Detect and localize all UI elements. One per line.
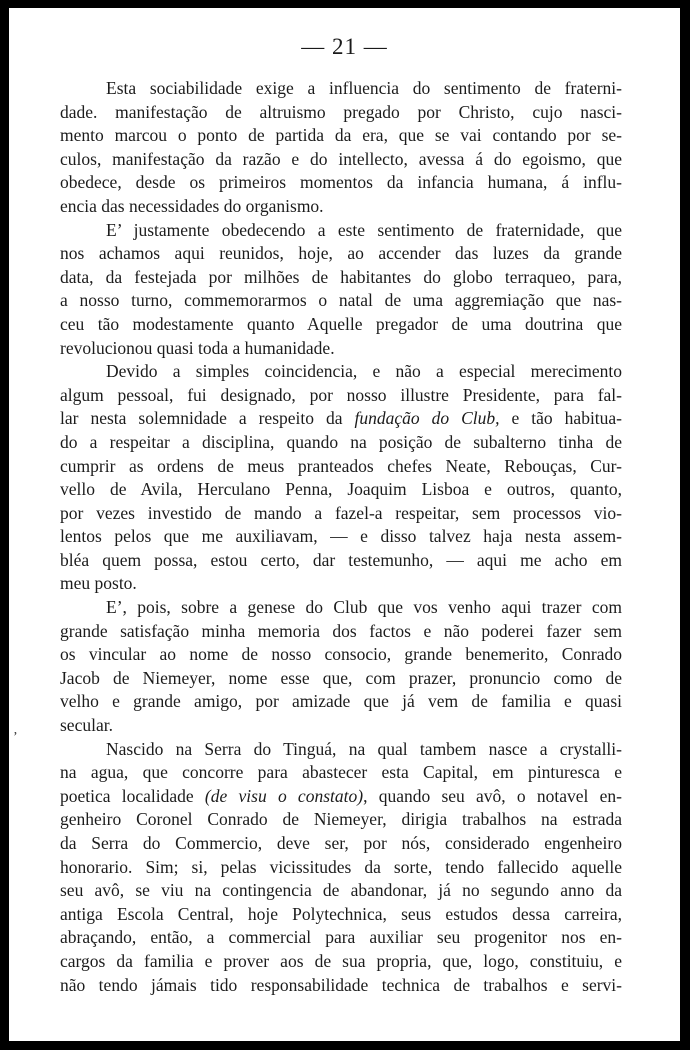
text-line: genheiro Coronel Conrado de Niemeyer, dirigia trabalhos na estrada [60,809,622,830]
text-line: a nosso turno, commemorarmos o natal de uma aggremiação que nas- [60,290,622,311]
text-line: culos, manifestação da razão e do intellecto, avessa á do egoismo, que [60,148,622,169]
text-line: grande satisfação minha memoria dos factos e não poderei fazer sem [60,620,622,641]
text-line: por vezes investido de mando a fazel-a respeitar, sem processos vio- [60,502,622,523]
text-line: bléa quem possa, estou certo, dar testemunho, — aqui me acho em [60,549,622,570]
text-line: encia das necessidades do organismo. [60,195,324,216]
text-line: data, da festejada por milhões de habitantes do globo terraqueo, para, [60,266,622,287]
text-line-with-italic [60,407,622,431]
paragraph-3 [60,360,622,596]
paragraph-5 [60,738,622,998]
margin-mark: ’ [13,730,18,745]
text-line: Esta sociabilidade exige a influencia do sentimento de fraterni- [106,78,622,98]
text-run: e tão habitua- [499,408,622,429]
text-line: nos achamos aqui reunidos, hoje, ao accender das luzes da grande [60,243,622,264]
text-line: da Serra do Commercio, deve ser, por nós, considerado engenheiro [60,833,622,853]
text-line: revolucionou quasi toda a humanidade. [60,337,335,358]
text-line: lentos pelos que me auxiliavam, — e disso talvez haja nesta assem- [60,526,622,547]
text-line: na agua, que concorre para abastecer esta Capital, em pinturesca e [60,762,622,783]
text-line: honorario. Sim; si, pelas vicissitudes da sorte, tendo fallecido aquelle [60,856,622,877]
paragraph-4 [60,596,622,738]
italic-title: fundação do Club, [354,408,500,429]
text-line: E’ justamente obedecendo a este sentimento de fraternidade, que [106,219,622,240]
text-run: lar nesta solemnidade a respeito da [60,408,355,429]
body-text [60,77,622,997]
text-line: secular. [60,715,113,736]
page-number: — 21 — [301,34,388,59]
text-line: Devido a simples coincidencia, e não a especial merecimento [106,361,622,382]
text-line: antiga Escola Central, hoje Polytechnica, seus estudos dessa carreira, [60,903,622,924]
text-run: , quando seu avô, o notavel en- [363,785,622,806]
italic-phrase: (de visu o constato) [204,785,364,806]
text-line: do a respeitar a disciplina, quando na posição de subalterno tinha de [60,431,622,452]
text-line: abraçando, então, a commercial para auxiliar seu progenitor nos en- [60,927,622,948]
paragraph-1 [60,77,622,219]
paragraph-2 [60,219,622,361]
text-line: cargos da familia e prover aos de sua propria, que, logo, constituiu, e [60,950,622,971]
text-line: meu posto. [60,573,137,594]
text-line: mento marcou o ponto de partida da era, que se vai contando por se- [60,125,622,146]
text-line: cumprir as ordens de meus pranteados chefes Neate, Rebouças, Cur- [60,455,622,476]
text-line: ceu tão modestamente quanto Aquelle pregador de uma doutrina que [60,313,622,334]
text-line-with-italic [60,785,622,809]
text-line: E’, pois, sobre a genese do Club que vos venho aqui trazer com [106,597,622,618]
text-line: seu avô, se viu na contingencia de abandonar, já no segundo anno da [60,880,622,901]
book-page [9,8,680,1041]
text-run: poetica localidade [60,785,205,806]
text-line: obedece, desde os primeiros momentos da infancia humana, á influ- [60,172,622,193]
text-line: Jacob de Niemeyer, nome esse que, com prazer, pronuncio como de [60,667,622,688]
text-line: algum pessoal, fui designado, por nosso illustre Presidente, para fal- [60,384,622,405]
text-line: dade. manifestação de altruismo pregado por Christo, cujo nasci- [60,101,622,122]
text-line: velho e grande amigo, por amizade que já vem de familia e quasi [60,691,622,712]
text-line: não tendo jámais tido responsabilidade technica de trabalhos e servi- [60,974,622,995]
text-line: Nascido na Serra do Tinguá, na qual tambem nasce a crystalli- [106,738,622,759]
text-line: vello de Avila, Herculano Penna, Joaquim Lisboa e outros, quanto, [60,479,622,500]
text-line: os vincular ao nome de nosso consocio, grande benemerito, Conrado [60,644,622,665]
